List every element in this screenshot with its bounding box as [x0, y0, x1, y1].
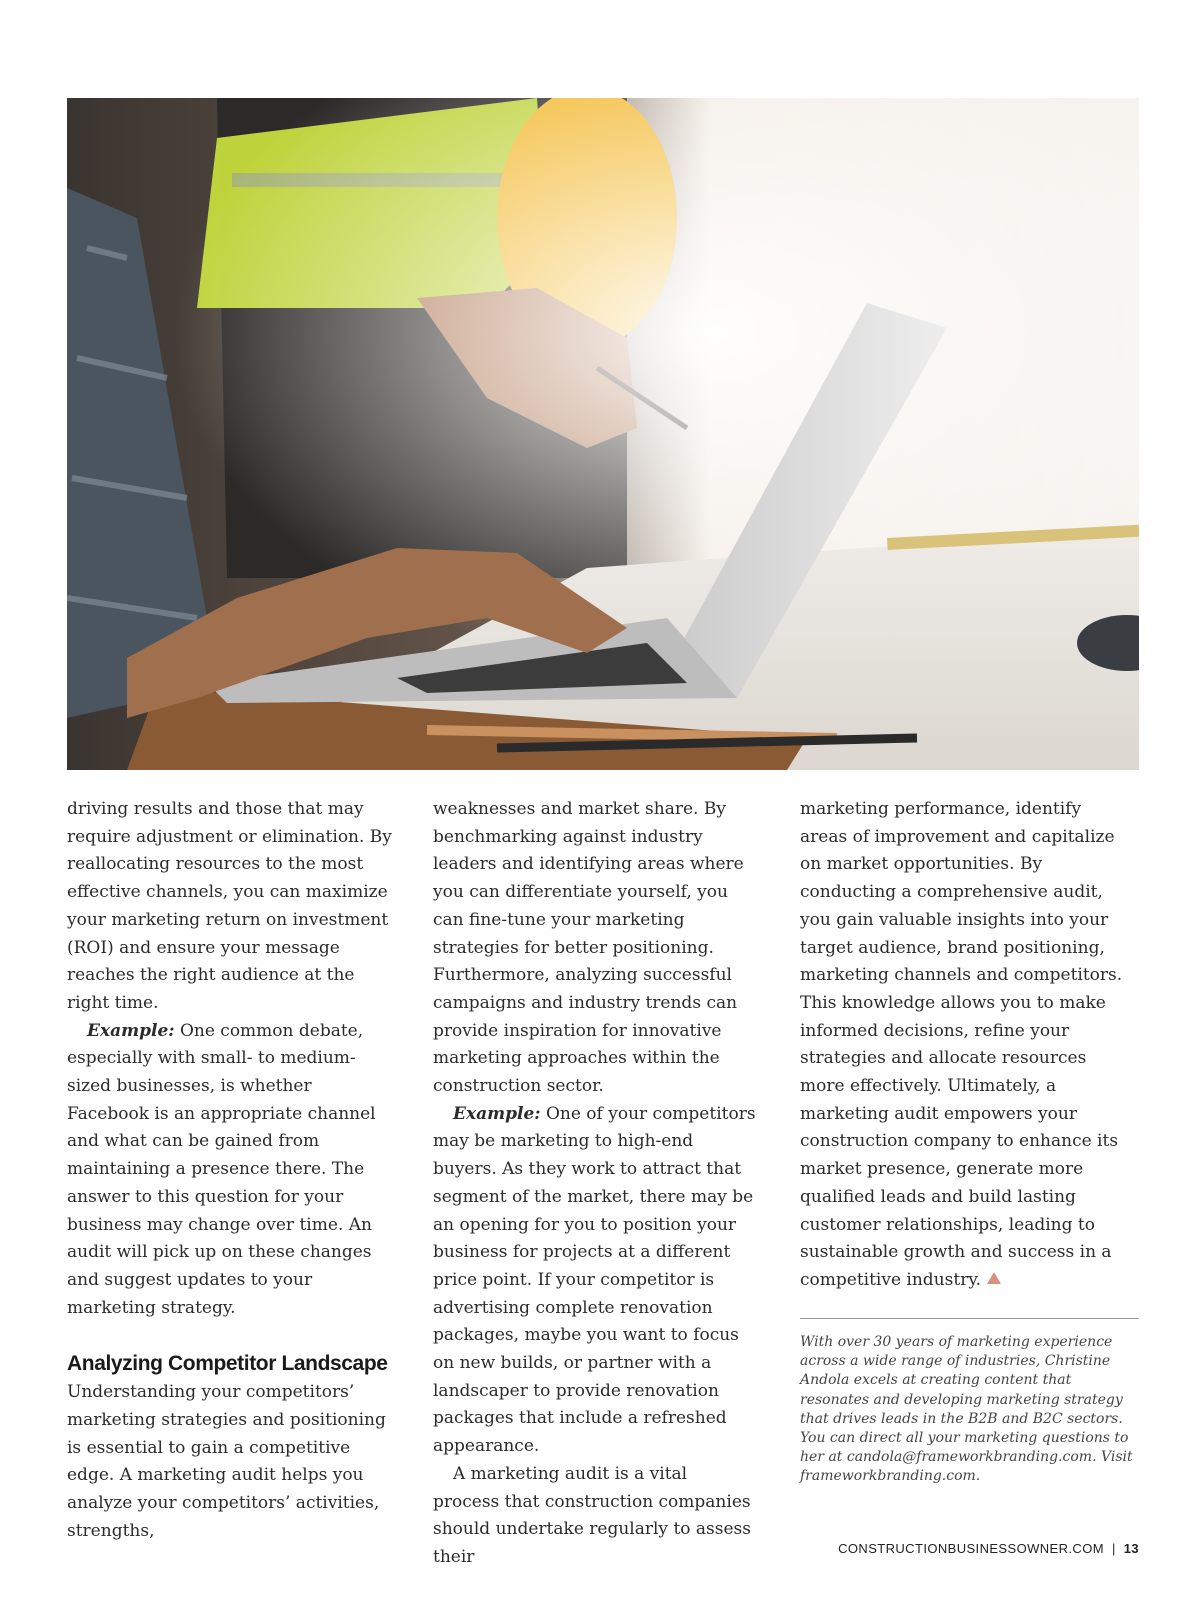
- hero-photo: [67, 98, 1139, 770]
- example-paragraph: [67, 1018, 392, 1323]
- paragraph: driving results and those that may require adjustment or elimination. By reallocating resources to the most effective channels, you can maximize your marketing return on investment (ROI) and ensure your message reaches the right audience at the right time.: [67, 799, 392, 1013]
- example-paragraph: [433, 1101, 758, 1461]
- article-column-3: [800, 796, 1125, 1295]
- footer-site: CONSTRUCTIONBUSINESSOWNER.COM: [838, 1541, 1104, 1556]
- article-column-1: [67, 796, 392, 1546]
- paragraph: A marketing audit is a vital process that construction companies should undertake regularly to assess their: [433, 1463, 752, 1567]
- example-label: Example:: [87, 1020, 175, 1041]
- closing-text: marketing performance, identify areas of improvement and capitalize on market opportunities. By conducting a comprehensive audit, you gain valuable insights into your target audience, brand positioning, marketing channels and competitors. This knowledge allows you to make informed decisions, refine your strategies and allocate resources more effectively. Ultimately, a marketing audit empowers your construction company to enhance its market presence, generate more qualified leads and build lasting customer relationships, leading to sustainable growth and success in a competitive industry.: [800, 799, 1123, 1290]
- example-text: One of your competitors may be marketing to high-end buyers. As they work to attract that segment of the market, there may be an opening for you to position your business for projects at a different price point. If your competitor is advertising complete renovation packages, maybe you want to focus on new builds, or partner with a landscaper to provide renovation packages that include a refreshed appearance.: [433, 1103, 756, 1457]
- paragraph: weaknesses and market share. By benchmarking against industry leaders and identifying areas where you can differentiate yourself, you can fine-tune your marketing strategies for better positioning. Furthermore, analyzing successful campaigns and industry trends can provide inspiration for innovative marketing approaches within the construction sector.: [433, 799, 744, 1097]
- page-footer: [838, 1541, 1139, 1556]
- example-label: Example:: [453, 1103, 541, 1124]
- construction-workers-laptop-photo: [67, 98, 1139, 770]
- paragraph: [800, 796, 1125, 1295]
- page-number: 13: [1123, 1541, 1139, 1556]
- footer-separator: |: [1111, 1541, 1116, 1556]
- section-heading: Analyzing Competitor Landscape: [67, 1352, 388, 1376]
- paragraph: Understanding your competitors’ marketing strategies and positioning is essential to gain a competitive edge. A marketing audit helps you analyze your competitors’ activities, strengths,: [67, 1382, 386, 1541]
- article-column-2: [433, 796, 758, 1572]
- author-bio: With over 30 years of marketing experience across a wide range of industries, Christine Andola excels at creating content that resonates and developing marketing strategy that drives leads in the B2B and B2C sectors. You can direct all your marketing questions to her at candola@frameworkbranding.com. Visit frameworkbranding.com.: [800, 1334, 1133, 1485]
- bio-divider: [800, 1318, 1139, 1319]
- example-text: One common debate, especially with small- to medium-sized businesses, is whether Facebook is an appropriate channel and what can be gained from maintaining a presence there. The answer to this question for your business may change over time. An audit will pick up on these changes and suggest updates to your marketing strategy.: [67, 1020, 376, 1318]
- end-mark-icon: [987, 1272, 1001, 1284]
